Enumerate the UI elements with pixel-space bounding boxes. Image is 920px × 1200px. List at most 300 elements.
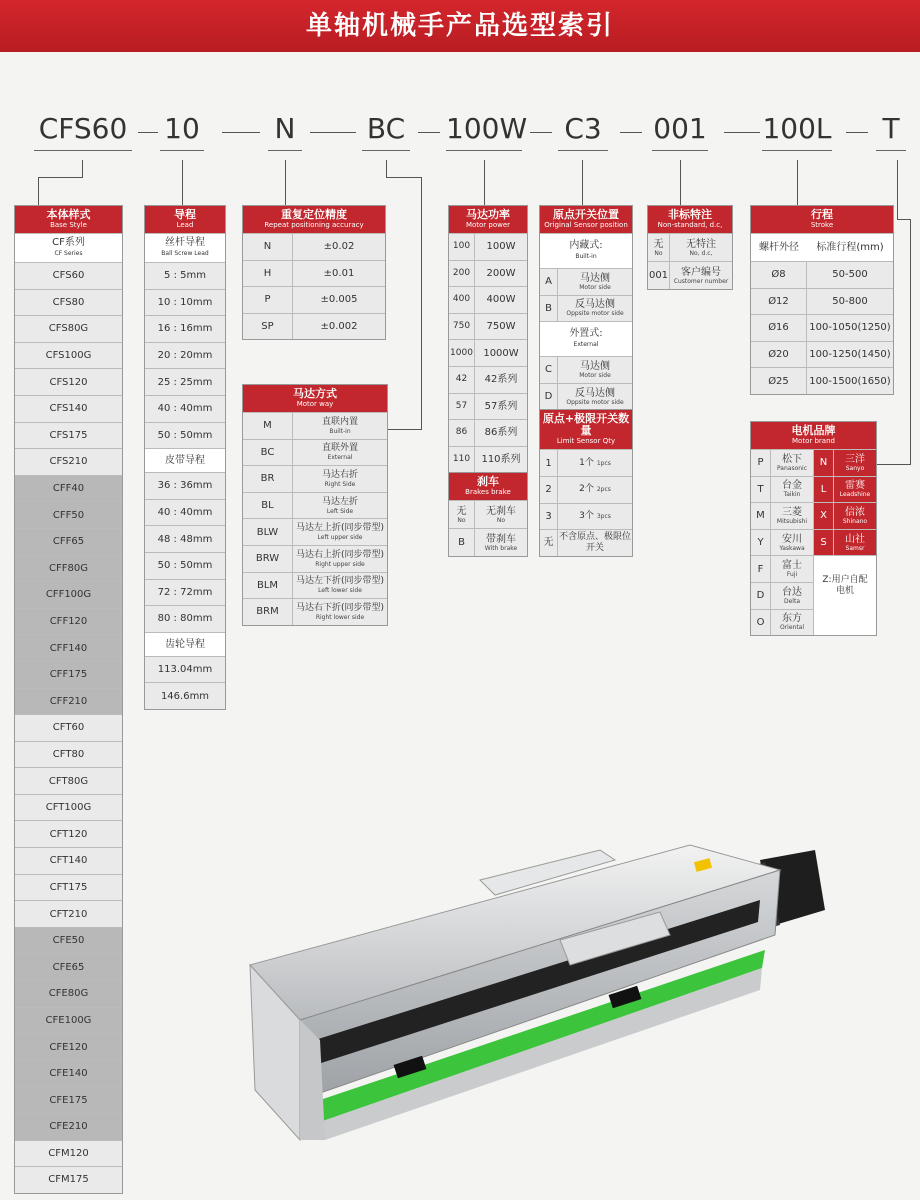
motor-power-value: 400W [486,294,516,306]
sensor-row [540,383,632,410]
sensor-code: B [540,296,558,322]
accuracy-value: ±0.005 [320,294,358,306]
base-style-value: CFF65 [52,536,85,548]
motor-power-code: 200 [449,261,475,287]
sensor-desc [558,361,632,379]
base-style-series: CF系列 CF Series [15,233,122,262]
sensor-external-label: 外置式: External [540,321,632,356]
lead-value: 25 : 25mm [157,376,213,388]
motor-brand-code: X [814,503,834,529]
stroke-range: 50-500 [832,269,868,281]
linear-module-photo [240,840,840,1180]
motor-brand-header: 电机品牌 Motor brand [751,422,876,449]
accuracy-code: H [243,261,293,287]
stroke-row [751,288,893,315]
sensor-desc [558,299,632,317]
base-style-value: CFT60 [52,722,85,734]
base-style-header: 本体样式 Base Style [15,206,122,233]
motor-power-value: 750W [486,321,516,333]
base-style-row [15,634,122,661]
motor-way-en: Right upper side [315,560,365,568]
motor-way-cn: 马达左折 [321,496,358,507]
base-style-row [15,767,122,794]
base-style-value: CFT80G [48,775,89,787]
lead-value: 80 : 80mm [157,613,213,625]
motor-way-en: Right lower side [315,613,365,621]
base-style-row [15,581,122,608]
motor-way-code: BLM [243,573,293,599]
motor-power-header: 马达功率 Motor power [449,206,527,233]
limit-sensor-desc [558,511,632,522]
accuracy-code: SP [243,314,293,340]
motor-way-cn: 马达右上折(同步带型) [295,549,385,560]
motor-way-code: M [243,413,293,439]
lead-value: 40 : 40mm [157,507,213,519]
lead-row [145,395,225,422]
motor-power-code: 57 [449,394,475,420]
motor-brand-name [834,480,876,498]
nonstandard-header: 非标特注 Non-standard, d.c, [648,206,732,233]
lead-row [145,499,225,526]
brake-desc-cn: 无刹车 [486,505,516,517]
motor-way-row [243,518,387,545]
stroke-header: 行程 Stroke [751,206,893,233]
motor-power-code: 1000 [449,340,475,366]
base-style-value: CFE50 [52,935,85,947]
nonstandard-code [648,234,670,261]
nonstandard-desc [670,239,732,257]
base-style-value: CFS100G [45,350,92,362]
motor-power-row [449,366,527,393]
motor-brand-cn: 三洋 [845,453,865,465]
sensor-desc-en: Oppsite motor side [566,310,624,318]
code-accuracy: N [268,112,302,145]
accuracy-value: ±0.002 [320,321,358,333]
base-style-row [15,342,122,369]
base-style-row [15,688,122,715]
motor-brand-row [751,449,813,476]
motor-way-en: Left upper side [317,534,363,542]
stroke-diameter: Ø25 [751,368,807,394]
base-style-row [15,953,122,980]
nonstandard-desc [670,267,732,285]
stroke-row [751,314,893,341]
motor-way-code: BL [243,493,293,519]
lead-row [145,262,225,289]
base-style-row [15,448,122,475]
motor-power-code: 110 [449,447,475,473]
base-style-row [15,1140,122,1167]
motor-brand-en: Yaskawa [779,544,805,552]
motor-way-desc [293,417,387,435]
motor-way-desc [293,603,387,621]
motor-way-row [243,545,387,572]
base-style-row [15,475,122,502]
motor-brand-table [750,421,877,636]
accuracy-row [243,286,385,313]
base-style-value: CFT140 [49,855,88,867]
base-style-row [15,1007,122,1034]
motor-brand-code: F [751,556,771,582]
base-style-value: CFM175 [48,1174,89,1186]
motor-brand-cn: 山社 [845,533,865,545]
lead-row [145,682,225,709]
model-code [0,112,920,152]
limit-sensor-cn: 3个 [579,510,594,521]
nonstandard-desc-en: Customer number [673,277,729,285]
motor-brand-cn: 信浓 [845,506,865,518]
brake-desc-en: No [496,516,506,524]
motor-power-code: 86 [449,420,475,446]
sensor-desc-cn: 马达侧 [580,272,610,284]
motor-power-value: 100W [486,241,516,253]
motor-brand-row [814,476,876,503]
limit-sensor-cn: 不含原点、极限位开关 [558,531,631,553]
base-style-row [15,820,122,847]
accuracy-value: ±0.01 [323,267,355,279]
motor-power-row [449,233,527,260]
base-style-row [15,1166,122,1193]
motor-brand-name [771,613,813,631]
motor-power-value: 1000W [483,347,519,359]
lead-row [145,289,225,316]
sensor-desc [558,273,632,291]
lead-value: 48 : 48mm [157,533,213,545]
lead-value: 72 : 72mm [157,586,213,598]
motor-power-table [448,205,528,557]
lead-value: 50 : 50mm [157,560,213,572]
accuracy-code: N [243,234,293,260]
stroke-range: 50-800 [832,295,868,307]
motor-brand-en: Samsr [845,544,865,552]
base-style-table [14,205,123,1194]
limit-sensor-row [540,529,632,556]
motor-way-row [243,465,387,492]
motor-brand-row [814,529,876,556]
lead-value: 16 : 16mm [157,323,213,335]
base-style-value: CFS175 [49,429,88,441]
motor-brand-en: Delta [783,597,800,605]
base-style-row [15,1033,122,1060]
motor-way-desc [293,443,387,461]
limit-sensor-row [540,503,632,530]
base-style-value: CFE140 [49,1068,88,1080]
sensor-desc-cn: 反马达侧 [575,299,615,311]
motor-brand-code: S [814,530,834,556]
lead-row [145,605,225,632]
limit-sensor-desc [558,484,632,495]
lead-ballscrew-label: 丝杆导程 Ball Screw Lead [145,233,225,262]
base-style-value: CFT175 [49,881,88,893]
lead-belt-label: 皮带导程 [145,448,225,472]
sensor-desc-en: Motor side [579,371,611,379]
motor-way-code: BRM [243,599,293,625]
stroke-diameter: Ø16 [751,315,807,341]
accuracy-code: P [243,287,293,313]
base-style-row [15,395,122,422]
motor-way-cn: 直联外置 [321,443,358,454]
motor-brand-name [771,587,813,605]
limit-sensor-en: 3pcs [596,512,611,520]
base-style-value: CFT120 [49,828,88,840]
base-style-value: CFE100G [45,1014,92,1026]
motor-brand-code: L [814,477,834,503]
base-style-row [15,794,122,821]
motor-way-cn: 马达右折 [321,469,358,480]
stroke-diameter: Ø8 [751,262,807,288]
motor-way-desc [293,576,387,594]
base-style-row [15,714,122,741]
lead-value: 36 : 36mm [157,480,213,492]
motor-way-code: BR [243,466,293,492]
code-power: 100W [446,112,522,145]
sensor-code: D [540,384,558,410]
motor-power-value: 42系列 [484,374,518,386]
motor-brand-code: P [751,450,771,476]
base-style-value: CFT210 [49,908,88,920]
nonstandard-table [647,205,733,290]
base-style-value: CFF140 [49,642,88,654]
motor-power-code: 42 [449,367,475,393]
stroke-range: 100-1050(1250) [809,322,891,334]
base-style-row [15,874,122,901]
motor-brand-row [751,476,813,503]
motor-brand-cn: 雷赛 [845,480,865,492]
sensor-desc-en: Oppsite motor side [566,398,624,406]
lead-header: 导程 Lead [145,206,225,233]
accuracy-header: 重复定位精度 Repeat positioning accuracy [243,206,385,233]
base-style-value: CFT80 [52,748,85,760]
motor-way-en: Left lower side [318,587,362,595]
motor-brand-cn: 松下 [782,453,802,465]
sensor-desc [558,388,632,406]
motor-brand-name [834,507,876,525]
motor-power-row [449,339,527,366]
base-style-row [15,847,122,874]
stroke-row [751,261,893,288]
stroke-col-headers [751,233,893,261]
base-style-value: CFF50 [52,509,85,521]
limit-sensor-code: 3 [540,504,558,530]
motor-power-code: 400 [449,287,475,313]
limit-sensor-row [540,476,632,503]
base-style-value: CFT100G [45,802,92,814]
code-stroke: 100L [762,112,832,145]
base-style-value: CFS140 [49,403,88,415]
base-style-row [15,900,122,927]
brake-code [449,529,475,556]
motor-way-desc [293,497,387,515]
nonstandard-code-cn: 001 [648,270,669,281]
motor-brand-row [751,502,813,529]
custom-motor-note: Z:用户自配电机 [814,555,876,615]
limit-sensor-cn: 2个 [579,484,594,495]
motor-power-row [449,260,527,287]
motor-way-row [243,598,387,625]
stroke-table [750,205,894,395]
limit-sensor-code: 1 [540,450,558,476]
limit-sensor-header: 原点+极限开关数量 Limit Sensor Qty [540,409,632,449]
motor-brand-row [751,582,813,609]
motor-brand-en: Panasonic [776,464,808,472]
brake-header: 刹车 Brakes brake [449,472,527,500]
motor-way-header: 马达方式 Motor way [243,385,387,412]
lead-row [145,656,225,683]
lead-row [145,342,225,369]
motor-brand-cn: 东方 [782,613,802,625]
motor-brand-en: Taikin [783,491,801,499]
nonstandard-row [648,233,732,261]
stroke-diameter: Ø20 [751,342,807,368]
brake-desc-en: With brake [484,544,518,552]
motor-power-row [449,393,527,420]
stroke-col-standard: 标准行程(mm) [816,242,884,253]
motor-brand-row [751,609,813,636]
lead-row [145,422,225,449]
motor-way-desc [293,470,387,488]
brake-desc [475,534,527,552]
motor-brand-row [751,529,813,556]
base-style-row [15,289,122,316]
sensor-row [540,356,632,383]
brake-desc-cn: 带刹车 [486,533,516,545]
base-style-value: CFE80G [48,988,89,1000]
motor-way-desc [293,550,387,568]
nonstandard-row [648,261,732,289]
base-style-value: CFS80 [52,296,85,308]
limit-sensor-en: 2pcs [596,486,611,494]
lead-value: 10 : 10mm [157,296,213,308]
base-style-row [15,501,122,528]
base-style-row [15,528,122,555]
base-style-value: CFF120 [49,616,88,628]
motor-brand-en: Shinano [842,517,868,525]
motor-power-value: 200W [486,267,516,279]
sensor-row [540,268,632,295]
motor-brand-row [814,502,876,529]
stroke-col-diameter: 螺杆外径 [759,242,799,253]
sensor-desc-en: Motor side [579,283,611,291]
motor-brand-cn: 台达 [782,586,802,598]
motor-brand-code: O [751,610,771,636]
motor-brand-code: M [751,503,771,529]
sensor-code: A [540,269,558,295]
base-style-value: CFF210 [49,695,88,707]
motor-brand-name [771,534,813,552]
nonstandard-code-cn: 无 [653,238,664,250]
code-nonstd: 001 [652,112,708,145]
code-sensor: C3 [558,112,608,145]
base-style-row [15,1060,122,1087]
base-style-value: CFF100G [45,589,92,601]
motor-brand-cn: 安川 [782,533,802,545]
motor-brand-cn: 台金 [782,480,802,492]
motor-way-code: BRW [243,546,293,572]
brake-code-en: No [457,516,466,524]
brake-code-cn: 无 [456,505,467,517]
lead-value: 146.6mm [160,690,210,702]
motor-brand-row [814,449,876,476]
base-style-row [15,262,122,289]
lead-row [145,579,225,606]
base-style-row [15,1113,122,1140]
motor-way-en: Left Side [326,507,354,515]
lead-row [145,368,225,395]
motor-brand-en: Fuji [786,571,798,579]
motor-brand-en: Sanyo [845,464,865,472]
motor-way-desc [293,523,387,541]
motor-way-row [243,492,387,519]
lead-value: 5 : 5mm [164,270,206,282]
motor-way-code: BC [243,440,293,466]
nonstandard-desc-cn: 客户编号 [681,266,721,278]
motor-power-row [449,446,527,473]
base-style-value: CFS210 [49,456,88,468]
motor-brand-code: D [751,583,771,609]
limit-sensor-desc [558,532,632,554]
nonstandard-desc-cn: 无特注 [686,238,716,250]
sensor-table [539,205,633,557]
brake-code [449,501,475,528]
lead-value: 113.04mm [157,664,213,676]
motor-brand-name [771,480,813,498]
base-style-value: CFF40 [52,483,85,495]
motor-brand-en: Mitsubishi [776,517,808,525]
motor-way-cn: 马达左下折(同步带型) [295,576,385,587]
motor-brand-name [771,507,813,525]
motor-way-cn: 直联内置 [321,416,358,427]
nonstandard-code-en: No [654,249,663,257]
motor-brand-en: Oriental [779,624,805,632]
brake-code-cn: B [458,537,465,549]
lead-row [145,472,225,499]
motor-power-row [449,419,527,446]
motor-power-code: 100 [449,234,475,260]
base-style-row [15,368,122,395]
motor-brand-en: Leadshine [839,491,871,499]
motor-power-value: 110系列 [481,454,521,466]
base-style-value: CFS120 [49,376,88,388]
limit-sensor-desc [558,458,632,469]
base-style-row [15,1086,122,1113]
motor-power-row [449,286,527,313]
brake-row [449,528,527,556]
motor-brand-code: N [814,450,834,476]
accuracy-table [242,205,386,340]
base-style-row [15,927,122,954]
sensor-header: 原点开关位置 Original Sensor position [540,206,632,233]
accuracy-row [243,260,385,287]
limit-sensor-row [540,449,632,476]
base-style-value: CFE210 [49,1121,88,1133]
limit-sensor-en: 1pcs [596,459,611,467]
lead-row [145,315,225,342]
motor-way-cn: 马达右下折(同步带型) [295,602,385,613]
page-title: 单轴机械手产品选型索引 [0,0,920,52]
base-style-value: CFE65 [52,961,85,973]
sensor-desc-cn: 反马达侧 [575,387,615,399]
motor-brand-name [834,454,876,472]
stroke-diameter: Ø12 [751,289,807,315]
motor-brand-code: Y [751,530,771,556]
motor-brand-cn: 富士 [782,560,802,572]
lead-row [145,525,225,552]
code-base: CFS60 [34,112,132,145]
base-style-value: CFE120 [49,1041,88,1053]
base-style-value: CFE175 [49,1094,88,1106]
brake-row [449,500,527,528]
base-style-value: CFF80G [49,562,88,574]
